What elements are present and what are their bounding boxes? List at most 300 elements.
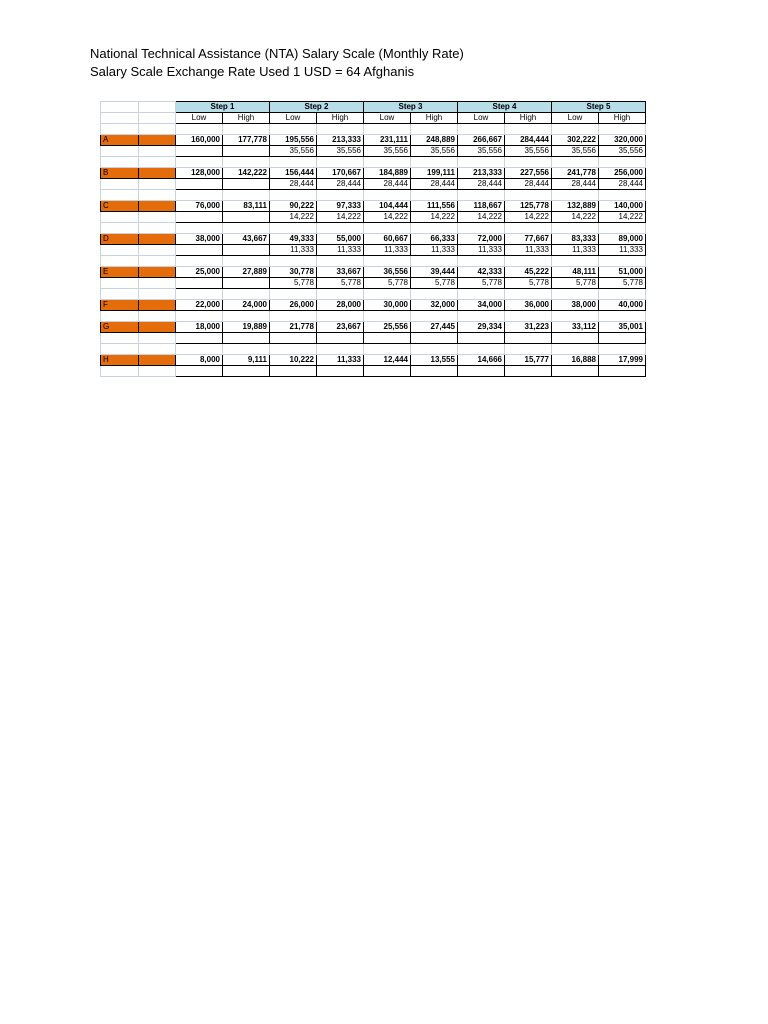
empty-cell — [364, 289, 411, 300]
empty-cell — [505, 289, 552, 300]
salary-value: 40,000 — [599, 300, 646, 311]
salary-value: 13,555 — [411, 355, 458, 366]
grade-label: G — [101, 322, 139, 333]
empty-cell — [139, 344, 176, 355]
salary-value: 266,667 — [458, 135, 505, 146]
grade-label: F — [101, 300, 139, 311]
salary-value: 38,000 — [552, 300, 599, 311]
salary-value: 227,556 — [505, 168, 552, 179]
empty-cell — [139, 289, 176, 300]
empty-cell — [139, 223, 176, 234]
grade-fill-cell — [139, 135, 176, 146]
step-increment: 14,222 — [317, 212, 364, 223]
grade-row — [101, 135, 646, 146]
increment-row — [101, 179, 646, 190]
salary-value: 195,556 — [270, 135, 317, 146]
empty-cell — [317, 344, 364, 355]
step-increment — [364, 366, 411, 377]
salary-value: 26,000 — [270, 300, 317, 311]
step-increment — [223, 212, 270, 223]
empty-cell — [552, 344, 599, 355]
step-increment — [552, 333, 599, 344]
salary-value: 104,444 — [364, 201, 411, 212]
step-increment: 14,222 — [505, 212, 552, 223]
salary-value: 35,001 — [599, 322, 646, 333]
empty-cell — [223, 190, 270, 201]
salary-value: 23,667 — [317, 322, 364, 333]
step-increment: 5,778 — [270, 278, 317, 289]
grade-label: A — [101, 135, 139, 146]
empty-cell — [139, 190, 176, 201]
spacer-row — [101, 344, 646, 355]
empty-cell — [139, 212, 176, 223]
empty-cell — [599, 124, 646, 135]
step-increment: 14,222 — [599, 212, 646, 223]
salary-value: 125,778 — [505, 201, 552, 212]
grade-label: E — [101, 267, 139, 278]
step-increment — [317, 366, 364, 377]
salary-value: 140,000 — [599, 201, 646, 212]
step-header: Step 5 — [552, 102, 646, 113]
salary-value: 231,111 — [364, 135, 411, 146]
step-increment — [411, 366, 458, 377]
empty-cell — [505, 157, 552, 168]
empty-cell — [101, 245, 139, 256]
step-increment: 35,556 — [552, 146, 599, 157]
step-increment — [411, 333, 458, 344]
step-increment: 28,444 — [458, 179, 505, 190]
step-increment: 5,778 — [458, 278, 505, 289]
grade-fill-cell — [139, 168, 176, 179]
empty-cell — [223, 311, 270, 322]
increment-row — [101, 146, 646, 157]
step-increment — [223, 366, 270, 377]
spacer-row — [101, 190, 646, 201]
empty-cell — [176, 124, 223, 135]
salary-value: 170,667 — [317, 168, 364, 179]
step-increment — [505, 366, 552, 377]
salary-value: 18,000 — [176, 322, 223, 333]
salary-value: 66,333 — [411, 234, 458, 245]
step-header-row — [101, 102, 646, 113]
empty-cell — [270, 289, 317, 300]
step-increment: 11,333 — [270, 245, 317, 256]
step-increment — [176, 333, 223, 344]
grade-label: C — [101, 201, 139, 212]
empty-cell — [552, 190, 599, 201]
empty-cell — [458, 223, 505, 234]
salary-value: 17,999 — [599, 355, 646, 366]
empty-cell — [552, 311, 599, 322]
step-increment: 35,556 — [364, 146, 411, 157]
empty-cell — [552, 256, 599, 267]
step-increment: 28,444 — [270, 179, 317, 190]
salary-value: 43,667 — [223, 234, 270, 245]
salary-value: 27,445 — [411, 322, 458, 333]
empty-cell — [364, 344, 411, 355]
step-increment — [176, 179, 223, 190]
empty-cell — [223, 256, 270, 267]
empty-cell — [223, 157, 270, 168]
grade-fill-cell — [139, 234, 176, 245]
step-increment — [317, 333, 364, 344]
high-label: High — [411, 113, 458, 124]
empty-cell — [139, 245, 176, 256]
empty-cell — [101, 289, 139, 300]
salary-value: 19,889 — [223, 322, 270, 333]
step-increment — [364, 333, 411, 344]
grade-row — [101, 322, 646, 333]
step-increment — [176, 245, 223, 256]
spacer-row — [101, 289, 646, 300]
salary-value: 33,667 — [317, 267, 364, 278]
empty-cell — [552, 223, 599, 234]
grade-row — [101, 168, 646, 179]
empty-cell — [101, 146, 139, 157]
empty-cell — [599, 311, 646, 322]
empty-cell — [270, 124, 317, 135]
step-header: Step 3 — [364, 102, 458, 113]
spacer-row — [101, 157, 646, 168]
salary-value: 248,889 — [411, 135, 458, 146]
salary-value: 89,000 — [599, 234, 646, 245]
empty-cell — [411, 223, 458, 234]
step-increment — [176, 278, 223, 289]
salary-value: 177,778 — [223, 135, 270, 146]
step-increment: 11,333 — [411, 245, 458, 256]
empty-cell — [505, 190, 552, 201]
step-increment: 14,222 — [552, 212, 599, 223]
step-increment: 11,333 — [552, 245, 599, 256]
empty-cell — [101, 113, 139, 124]
empty-cell — [458, 311, 505, 322]
salary-value: 9,111 — [223, 355, 270, 366]
empty-cell — [317, 289, 364, 300]
empty-cell — [101, 179, 139, 190]
step-header: Step 2 — [270, 102, 364, 113]
low-label: Low — [270, 113, 317, 124]
empty-cell — [101, 344, 139, 355]
step-increment: 35,556 — [270, 146, 317, 157]
empty-cell — [505, 124, 552, 135]
salary-value: 22,000 — [176, 300, 223, 311]
salary-value: 76,000 — [176, 201, 223, 212]
salary-value: 36,000 — [505, 300, 552, 311]
step-header: Step 1 — [176, 102, 270, 113]
step-increment: 14,222 — [458, 212, 505, 223]
step-increment: 28,444 — [599, 179, 646, 190]
empty-cell — [411, 190, 458, 201]
empty-cell — [139, 278, 176, 289]
empty-cell — [411, 157, 458, 168]
grade-fill-cell — [139, 300, 176, 311]
salary-value: 24,000 — [223, 300, 270, 311]
empty-cell — [505, 256, 552, 267]
empty-cell — [223, 344, 270, 355]
salary-value: 15,777 — [505, 355, 552, 366]
high-label: High — [317, 113, 364, 124]
salary-value: 160,000 — [176, 135, 223, 146]
step-increment — [270, 366, 317, 377]
grade-fill-cell — [139, 322, 176, 333]
salary-value: 142,222 — [223, 168, 270, 179]
empty-cell — [411, 289, 458, 300]
empty-cell — [458, 289, 505, 300]
salary-value: 16,888 — [552, 355, 599, 366]
empty-cell — [223, 124, 270, 135]
step-increment: 5,778 — [317, 278, 364, 289]
salary-value: 51,000 — [599, 267, 646, 278]
grade-row — [101, 234, 646, 245]
salary-value: 184,889 — [364, 168, 411, 179]
salary-value: 111,556 — [411, 201, 458, 212]
step-increment — [176, 366, 223, 377]
empty-cell — [458, 124, 505, 135]
empty-cell — [317, 190, 364, 201]
empty-cell — [101, 212, 139, 223]
empty-cell — [139, 146, 176, 157]
empty-cell — [599, 223, 646, 234]
document-title: National Technical Assistance (NTA) Salary Scale (Monthly Rate) — [90, 46, 464, 61]
salary-value: 302,222 — [552, 135, 599, 146]
grade-fill-cell — [139, 355, 176, 366]
salary-value: 320,000 — [599, 135, 646, 146]
step-header: Step 4 — [458, 102, 552, 113]
step-increment: 28,444 — [505, 179, 552, 190]
salary-value: 14,666 — [458, 355, 505, 366]
salary-value: 12,444 — [364, 355, 411, 366]
grade-row — [101, 267, 646, 278]
grade-label: H — [101, 355, 139, 366]
empty-cell — [317, 124, 364, 135]
increment-row — [101, 366, 646, 377]
salary-value: 33,112 — [552, 322, 599, 333]
step-increment: 28,444 — [317, 179, 364, 190]
high-label: High — [505, 113, 552, 124]
empty-cell — [458, 256, 505, 267]
salary-value: 55,000 — [317, 234, 364, 245]
step-increment — [223, 278, 270, 289]
empty-cell — [458, 344, 505, 355]
increment-row — [101, 278, 646, 289]
salary-value: 118,667 — [458, 201, 505, 212]
step-increment: 5,778 — [552, 278, 599, 289]
empty-cell — [176, 157, 223, 168]
salary-value: 256,000 — [599, 168, 646, 179]
high-label: High — [599, 113, 646, 124]
step-increment — [599, 333, 646, 344]
step-increment: 5,778 — [411, 278, 458, 289]
step-increment: 14,222 — [364, 212, 411, 223]
salary-value: 31,223 — [505, 322, 552, 333]
empty-cell — [176, 311, 223, 322]
empty-cell — [599, 344, 646, 355]
empty-cell — [101, 190, 139, 201]
salary-value: 241,778 — [552, 168, 599, 179]
empty-cell — [411, 124, 458, 135]
empty-cell — [176, 256, 223, 267]
step-increment: 28,444 — [364, 179, 411, 190]
step-increment: 5,778 — [364, 278, 411, 289]
step-increment — [599, 366, 646, 377]
salary-value: 8,000 — [176, 355, 223, 366]
empty-cell — [505, 344, 552, 355]
empty-cell — [270, 256, 317, 267]
empty-cell — [101, 278, 139, 289]
step-increment — [552, 366, 599, 377]
salary-value: 32,000 — [411, 300, 458, 311]
empty-cell — [176, 223, 223, 234]
empty-cell — [139, 333, 176, 344]
empty-cell — [411, 311, 458, 322]
salary-value: 25,000 — [176, 267, 223, 278]
step-increment: 35,556 — [599, 146, 646, 157]
salary-value: 28,000 — [317, 300, 364, 311]
increment-row — [101, 245, 646, 256]
empty-cell — [270, 311, 317, 322]
empty-cell — [176, 289, 223, 300]
salary-value: 48,111 — [552, 267, 599, 278]
empty-cell — [270, 157, 317, 168]
step-increment: 35,556 — [411, 146, 458, 157]
step-increment: 5,778 — [599, 278, 646, 289]
grade-fill-cell — [139, 267, 176, 278]
salary-value: 199,111 — [411, 168, 458, 179]
salary-scale-table — [100, 101, 646, 377]
empty-cell — [139, 311, 176, 322]
step-increment: 11,333 — [505, 245, 552, 256]
salary-value: 34,000 — [458, 300, 505, 311]
empty-cell — [101, 102, 139, 113]
empty-cell — [458, 157, 505, 168]
step-increment — [223, 245, 270, 256]
salary-value: 83,333 — [552, 234, 599, 245]
empty-cell — [599, 289, 646, 300]
step-increment — [223, 179, 270, 190]
empty-cell — [364, 190, 411, 201]
salary-value: 72,000 — [458, 234, 505, 245]
salary-value: 10,222 — [270, 355, 317, 366]
salary-value: 213,333 — [458, 168, 505, 179]
salary-value: 27,889 — [223, 267, 270, 278]
salary-value: 132,889 — [552, 201, 599, 212]
step-increment: 5,778 — [505, 278, 552, 289]
step-increment — [458, 366, 505, 377]
step-increment: 35,556 — [505, 146, 552, 157]
empty-cell — [139, 256, 176, 267]
low-label: Low — [458, 113, 505, 124]
empty-cell — [411, 256, 458, 267]
grade-label: D — [101, 234, 139, 245]
empty-cell — [270, 190, 317, 201]
step-increment: 11,333 — [317, 245, 364, 256]
empty-cell — [317, 256, 364, 267]
step-increment: 14,222 — [270, 212, 317, 223]
empty-cell — [317, 223, 364, 234]
step-increment: 11,333 — [458, 245, 505, 256]
empty-cell — [364, 124, 411, 135]
empty-cell — [505, 223, 552, 234]
salary-value: 128,000 — [176, 168, 223, 179]
empty-cell — [599, 256, 646, 267]
salary-value: 39,444 — [411, 267, 458, 278]
salary-value: 30,778 — [270, 267, 317, 278]
empty-cell — [176, 344, 223, 355]
increment-row — [101, 212, 646, 223]
salary-value: 11,333 — [317, 355, 364, 366]
empty-cell — [101, 157, 139, 168]
salary-value: 60,667 — [364, 234, 411, 245]
step-increment: 35,556 — [317, 146, 364, 157]
high-label: High — [223, 113, 270, 124]
empty-cell — [317, 311, 364, 322]
empty-cell — [364, 256, 411, 267]
grade-row — [101, 355, 646, 366]
empty-cell — [505, 311, 552, 322]
spacer-row — [101, 311, 646, 322]
empty-cell — [599, 190, 646, 201]
empty-cell — [458, 190, 505, 201]
salary-value: 97,333 — [317, 201, 364, 212]
salary-value: 77,667 — [505, 234, 552, 245]
step-increment — [176, 146, 223, 157]
salary-value: 42,333 — [458, 267, 505, 278]
step-increment — [270, 333, 317, 344]
spacer-row — [101, 223, 646, 234]
empty-cell — [552, 157, 599, 168]
empty-cell — [223, 223, 270, 234]
grade-label: B — [101, 168, 139, 179]
step-increment — [458, 333, 505, 344]
empty-cell — [223, 289, 270, 300]
low-label: Low — [364, 113, 411, 124]
salary-value: 30,000 — [364, 300, 411, 311]
salary-value: 213,333 — [317, 135, 364, 146]
salary-value: 36,556 — [364, 267, 411, 278]
step-increment — [223, 333, 270, 344]
salary-value: 25,556 — [364, 322, 411, 333]
salary-value: 21,778 — [270, 322, 317, 333]
empty-cell — [317, 157, 364, 168]
empty-cell — [101, 333, 139, 344]
empty-cell — [101, 366, 139, 377]
low-label: Low — [176, 113, 223, 124]
low-high-row — [101, 113, 646, 124]
empty-cell — [139, 179, 176, 190]
exchange-rate-subtitle: Salary Scale Exchange Rate Used 1 USD = 64 Afghanis — [90, 64, 415, 79]
salary-value: 156,444 — [270, 168, 317, 179]
salary-value: 90,222 — [270, 201, 317, 212]
salary-value: 49,333 — [270, 234, 317, 245]
step-increment: 14,222 — [411, 212, 458, 223]
empty-cell — [270, 344, 317, 355]
empty-cell — [101, 256, 139, 267]
empty-cell — [101, 124, 139, 135]
spacer-row — [101, 124, 646, 135]
salary-value: 38,000 — [176, 234, 223, 245]
step-increment: 11,333 — [599, 245, 646, 256]
spacer-row — [101, 256, 646, 267]
low-label: Low — [552, 113, 599, 124]
empty-cell — [139, 102, 176, 113]
empty-cell — [139, 124, 176, 135]
empty-cell — [270, 223, 317, 234]
empty-cell — [599, 157, 646, 168]
empty-cell — [552, 289, 599, 300]
empty-cell — [176, 190, 223, 201]
increment-row — [101, 333, 646, 344]
grade-fill-cell — [139, 201, 176, 212]
